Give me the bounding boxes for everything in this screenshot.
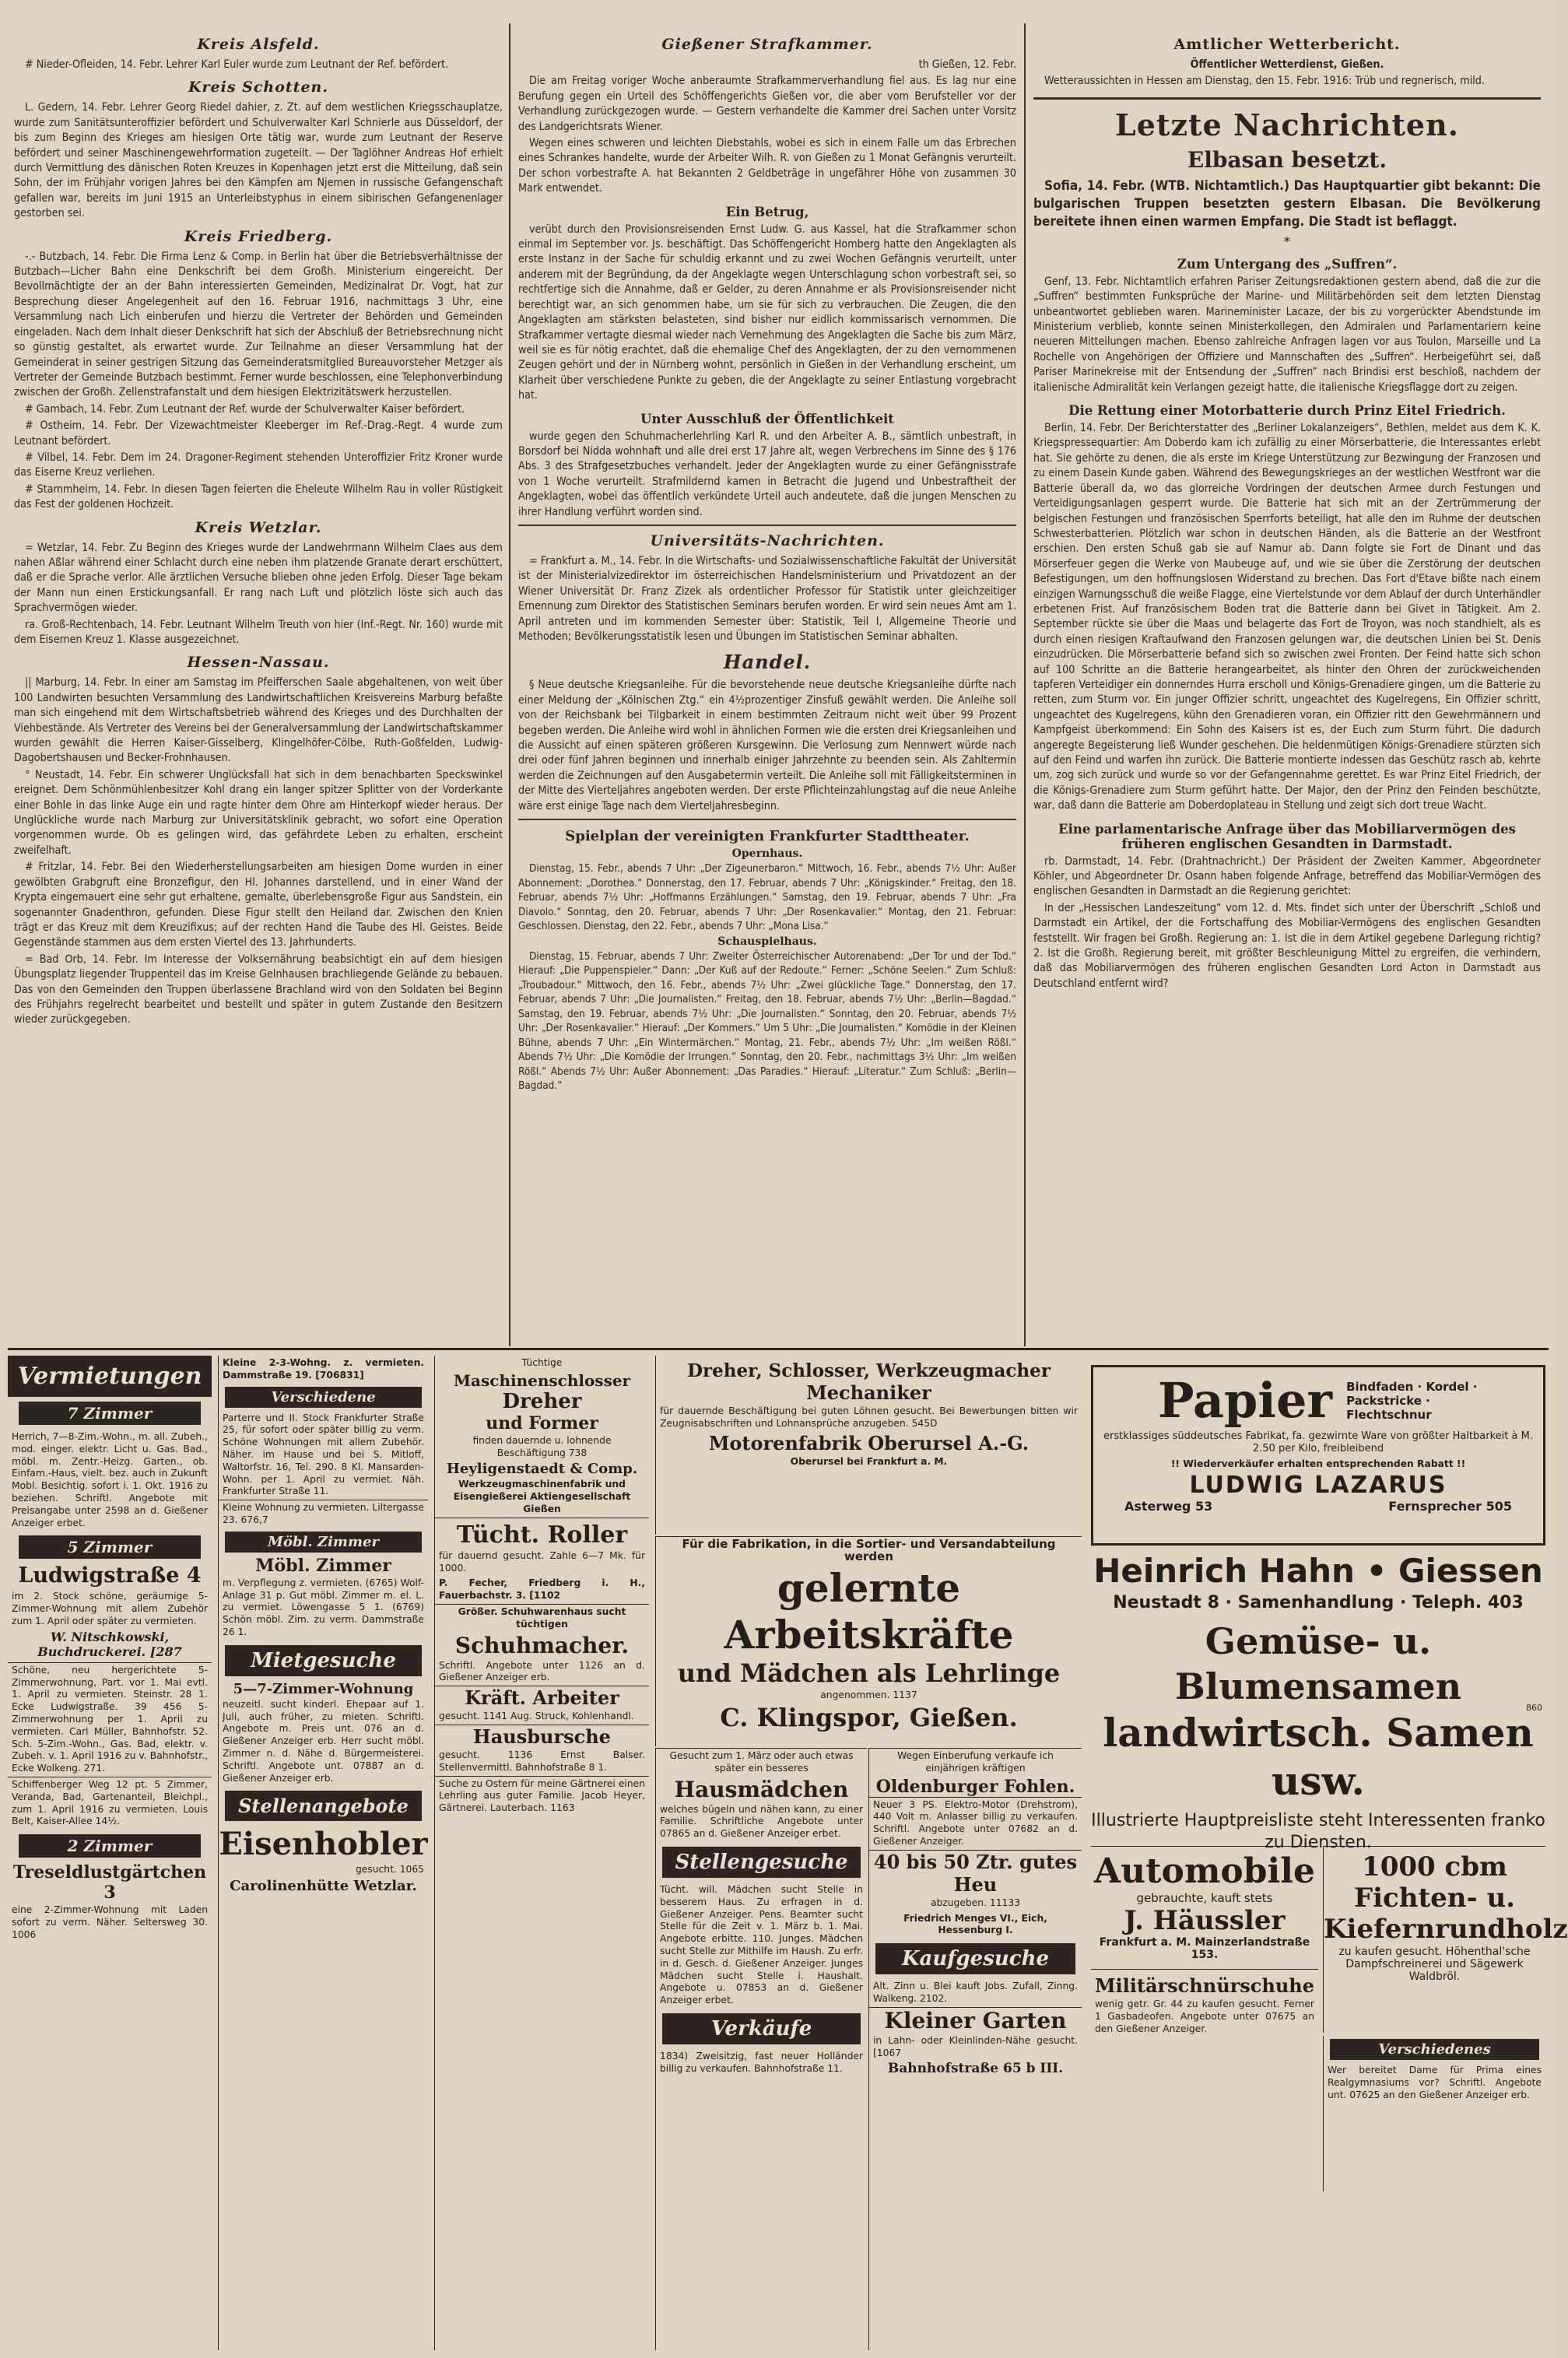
category-header: Kaufgesuche [875, 1943, 1075, 1974]
column-rule [1024, 23, 1026, 1346]
ad-text: 1834) Zweisitzig, fast neuer Holländer billig zu verkaufen. Bahnhofstraße 11. [660, 2050, 863, 2074]
category-header: 2 Zimmer [19, 1834, 201, 1858]
ad-advertiser: LUDWIG LAZARUS [1189, 1472, 1447, 1500]
ad-text: gesucht. 1065 [355, 1864, 424, 1876]
ad-headline: Dreher [502, 1389, 582, 1413]
ad-holz [1323, 1846, 1568, 2033]
ad-advertiser: Heyligenstaedt & Comp. [446, 1461, 638, 1478]
ad-headline: Maschinenschlosser [453, 1370, 631, 1390]
ad-headline: und Former [486, 1412, 598, 1433]
lazarus-contact [1093, 1499, 1543, 1514]
ad-headline: Kräft. Arbeiter [435, 1686, 649, 1709]
section-title: Amtlicher Wetterbericht. [1173, 36, 1401, 53]
ad-text: Illustrierte Hauptpreisliste steht Interessenten franko zu Diensten. [1091, 1811, 1545, 1852]
section-title: Kreis Schotten. [188, 79, 328, 96]
ad-address: Asterweg 53 [1124, 1499, 1213, 1514]
ad-headline: 1000 cbm Fichten- u. Kiefernrundholz [1324, 1851, 1568, 1945]
ad-headline: Militärschnürschuhe [1091, 1969, 1318, 1997]
ad-text: für dauernde Beschäftigung bei guten Löhnen gesucht. Bei Bewerbungen bitten wir Zeugnisabschriften und Lohnansprüche anzugeben. 545D [660, 1405, 1078, 1429]
ad-text: neuzeitl. sucht kinderl. Ehepaar auf 1. Juli, auch früher, zu mieten. Schriftl. Angebote m. Preis unt. 076 an d. Gießener Anzeiger erb. Herr sucht möbl. Zimmer n. d. Nähe d. Bürgermeisterei. Schriftl. Angebote unt. 07887 an d. Gießener Anzeiger erb. [223, 1698, 424, 1784]
column-local-news [14, 30, 503, 1030]
divider [518, 819, 1016, 820]
ad-text: Bindfaden · Kordel · Packstricke · Flechtschnur [1346, 1379, 1478, 1422]
ad-text: !! Wiederverkäufer erhalten entsprechenden Rabatt !! [1170, 1458, 1466, 1469]
category-header: Möbl. Zimmer [225, 1532, 422, 1553]
article-paragraph: rb. Darmstadt, 14. Febr. (Drahtnachricht.) Der Präsident der Zweiten Kammer, Abgeordneter Köhler, und Abgeordneter Dr. Osann haben folgende Anfrage, betreffend das Mobiliar-Vermögen des englischen Gesandten in Darmstadt an die Regierung gerichtet: [1033, 854, 1541, 898]
ad-column-rentals [8, 1356, 212, 2350]
ad-phone: Fernsprecher 505 [1388, 1499, 1512, 1514]
ad-text: Werkzeugmaschinenfabrik und Eisengießerei Aktiengesellschaft Gießen [453, 1479, 631, 1514]
ad-headline: Papier [1157, 1372, 1333, 1429]
category-header: Verkäufe [662, 2013, 861, 2044]
ad-headline: Dreher, Schlosser, Werkzeugmacher [687, 1360, 1051, 1381]
ad-text: wenig getr. Gr. 44 zu kaufen gesucht. Ferner 1 Gasbadeofen. Angebote unter 07675 an den Gießener Anzeiger. [1095, 1998, 1314, 2034]
ad-headline: Oldenburger Fohlen. [875, 1776, 1075, 1797]
ad-text: Parterre und II. Stock Frankfurter Straße 25, für sofort oder später billig zu verm. Schöne Wohnungen mit allem Zubehör. Näher. im Hause und bei S. Mitloff, Waltorfstr. 16, Tel. 290. 8 Kl. Mansarden-Wohn. per 1. April zu vermiet. Näh. Frankfurter Straße 11. [223, 1412, 424, 1497]
ad-headline: Hausbursche [435, 1725, 649, 1748]
ad-text: abzugeben. 11133 [930, 1897, 1021, 1908]
ad-headline: Ludwigstraße 4 [18, 1563, 202, 1588]
ad-text: Gesucht zum 1. März oder auch etwas später ein besseres [669, 1750, 854, 1774]
ad-text: eine 2-Zimmer-Wohnung mit Laden sofort zu verm. Näher. Seltersweg 30. 1006 [12, 1904, 208, 1940]
article-paragraph: ra. Groß-Rechtenbach, 14. Febr. Leutnant Wilhelm Treuth von hier (Inf.-Regt. Nr. 160) wurde mit dem Eisernen Kreuz 1. Klasse ausgezeichnet. [14, 618, 503, 646]
ad-text: Wegen Einberufung verkaufe ich einjährigen kräftigen [897, 1750, 1054, 1774]
separator-star: * [1284, 233, 1290, 249]
article-paragraph: verübt durch den Provisionsreisenden Ernst Ludw. G. aus Kassel, hat die Strafkammer schon einmal im September vor. Js. beschäftigt. Das Schöffengericht Homberg hatte den Angeklagten als erste Instanz in der Sache für schuldig erkannt und zu zwei Wochen Gefängnis verurteilt, unter anderem mit der Begründung, da der Angeklagte wegen Unterschlagung schon vorbestraft sei, so rechtfertige sich die Annahme, daß er Gelder, zu deren Annahme er als Provisionsreisender nicht berechtigt war, an sich genommen habe, um sie für sich zu verbrauchen. Die Zeugen, die den Angeklagten am stärksten belasteten, sind bisher nur eidlich kommissarisch vernommen. Die Strafkammer vertagte diesmal wieder nach Vernehmung des Angeklagten die Sache bis zum März, weil sie es für nötig erachtet, daß die ehemalige Chef des Angeklagten, der zu den vernommenen Zeugen gehört und der in Nürnberg wohnt, persönlich in Gießen in der Verhandlung erscheint, um Klarheit über verschiedene Punkte zu geben, die der Angeklagte zu seiner Entlastung vorgebracht hat. [518, 223, 1016, 402]
subheading: Opernhaus. [731, 847, 803, 861]
ad-verschiedenes [1323, 2036, 1545, 2191]
subheading: Unter Ausschluß der Öffentlichkeit [640, 411, 894, 426]
ad-column-rooms [218, 1356, 428, 2350]
ad-headline: gelernte Arbeitskräfte [724, 1564, 1014, 1658]
ad-text: in Lahn- oder Kleinlinden-Nähe gesucht. [1067 [873, 2034, 1078, 2058]
section-title: Hessen-Nassau. [187, 654, 330, 672]
article-paragraph: # Fritzlar, 14. Febr. Bei den Wiederherstellungsarbeiten am hiesigen Dome wurden in einer gewölbten Grabgruft eine Bronzefigur, den Hl. Johannes darstellend, und in einer Wand der Krypta eingemauert eine sehr gut erhaltene, gemalte, überlebensgroße Figur aus Sandstein, ein sogenannter Gnadenthron, gefunden. Diese Figur stellt den Heiland dar. Zwischen den Knien trägt er das Kreuz mit dem Kreuzifixus; auf der rechten Hand die Taube des Hl. Geistes. Beide Gegenstände stammen aus dem ersten Viertel des 13. Jahrhunderts. [14, 861, 503, 949]
ad-headline: 40 bis 50 Ztr. gutes Heu [869, 1850, 1082, 1896]
ad-text: Tüchtige [521, 1357, 563, 1368]
ad-advertiser: Carolinenhütte Wetzlar. [230, 1878, 417, 1895]
ad-advertiser: W. Nitschkowski, Buchdruckerei. [287 [37, 1629, 182, 1659]
article-paragraph: Wetteraussichten in Hessen am Dienstag, den 15. Febr. 1916: Trüb und regnerisch, mild. [1044, 75, 1485, 88]
category-header: Verschiedene [225, 1387, 422, 1408]
ad-text: Größer. Schuhwarenhaus sucht tüchtigen [435, 1604, 649, 1633]
subheading: Öffentlicher Wetterdienst, Gießen. [1190, 58, 1384, 71]
ad-headline: Tücht. Roller [435, 1518, 649, 1549]
column-rule [509, 23, 510, 1346]
category-header: 5 Zimmer [19, 1535, 201, 1559]
article-paragraph: Genf, 13. Febr. Nichtamtlich erfahren Pariser Zeitungsredaktionen gestern abend, daß die zur die „Suffren“ bestimmten Funksprüche der Marine- und Militärbehörden seit dem letzten Dienstag unbeantwortet geblieben waren. Marineminister Lacaze, der bis zu vorgerückter Abendstunde im Ministerium verblieb, konnte seinen Ministerkollegen, den Admiralen und Parlamentariern keine neueren Mitteilungen machen. Ebenso zahlreiche Anfragen lagen vor aus Toulon, Marseille und La Rochelle von Angehörigen der Offiziere und Mannschaften des „Suffren“. Herbeigeführt sei, daß Pariser Marinekreise mit der Entsendung der „Suffren“ nach Brindisi erst beschloß, nachdem der italienische Admiralität kein Verlangen gezeigt hatte, die italienische Kriegsflagge dort zu zeigen. [1033, 275, 1541, 394]
ad-headline: Kleiner Garten [869, 2007, 1082, 2033]
ad-advertiser: C. Klingspor, Gießen. [720, 1703, 1018, 1733]
section-title: Gießener Strafkammer. [661, 36, 873, 53]
ad-text: für dauernd gesucht. Zahle 6—7 Mk. für 1000. [439, 1549, 645, 1574]
ad-headline: Automobile [1094, 1851, 1315, 1891]
ad-column-sales [868, 1748, 1082, 2350]
ad-text: Kleine 2-3-Wohng. z. vermieten. Dammstraße 19. [706831] [223, 1357, 424, 1381]
article-paragraph: wurde gegen den Schuhmacherlehrling Karl R. und den Arbeiter A. B., sämtlich unbestraft, in Borsdorf bei Nidda wohnhaft und alle drei erst 17 Jahre alt, wegen Verbrechens im Sinne des § 176 Abs. 3 des Strafgesetzbuches verhandelt. Jeder der Angeklagten wurde zu einer Gefängnisstrafe von 1 Woche verurteilt. Strafmildernd kamen in Betracht die Jugend und Unbestraftheit der Angeklagten, wobei das öffentlich verkündete Urteil auch andeutete, daß die jungen Menschen zu ihrer Handlung verführt worden sind. [518, 430, 1016, 518]
article-paragraph: ° Neustadt, 14. Febr. Ein schwerer Unglücksfall hat sich in dem benachbarten Speckswinkel ereignet. Dem Schönmühlenbesitzer Kohl drang ein langer spitzer Splitter von der Vorderkante einer Bohle in das linke Auge ein und ragte hinter dem Ohre am Hinterkopf wieder heraus. Der Unglückliche wurde nach Marburg zur Universitätsklinik gebracht, wo sofort eine Operation vorgenommen wurde. Ob es gelingen wird, das gefährdete Leben zu erhalten, erscheint zweifelhaft. [14, 768, 503, 857]
ad-headline: Möbl. Zimmer [255, 1555, 391, 1576]
article-paragraph: Sofia, 14. Febr. (WTB. Nichtamtlich.) Das Hauptquartier gibt bekannt: Die bulgarischen Truppen besetzten gestern Elbasan. Die Bevölkerung bereitete ihnen einen warmen Empfang. Die Stadt ist beflaggt. [1033, 177, 1541, 230]
ad-number: 860 [1526, 1703, 1542, 1713]
article-paragraph: # Gambach, 14. Febr. Zum Leutnant der Ref. wurde der Schulverwalter Kaiser befördert. [25, 402, 465, 416]
ad-headline: Hausmädchen [674, 1776, 849, 1802]
article-paragraph: Dienstag, 15. Februar, abends 7 Uhr: Zweiter Österreichischer Autorenabend: „Der Tor und der Tod.“ Hierauf: „Die Puppenspieler.“ Dann: „Der Kuß auf der Redoute.“ Ferner: „Schöne Seelen.“ Zum Schluß: „Troubadour.“ Mittwoch, den 16. Febr., abends 7½ Uhr: „Zwei glückliche Tage.“ Donnerstag, den 17. Februar, abends 7 Uhr: „Die Journalisten.“ Freitag, den 18. Februar, abends 7½ Uhr: „Berlin—Bagdad.“ Samstag, den 19. Februar, abends 7½ Uhr: „Die Journalisten.“ Sonntag, den 20. Februar, abends 7½ Uhr: „Der Rosenkavalier.“ Hierauf: „Der Kommers.“ Um 5 Uhr: „Die Journalisten.“ Komödie in der Kleinen Bühne, abends 7 Uhr: „Ein Wintermärchen.“ Montag, 21. Febr., abends 7½ Uhr: „Im weißen Rößl.“ Abends 7½ Uhr: „Die Komödie der Irrungen.“ Sonntag, den 20. Febr., nachmittags 3½ Uhr: „Im weißen Rößl.“ Abends 7½ Uhr: Außer Abonnement: „Das Paradies.“ Hierauf: „Literatur.“ Zum Schluß: „Berlin—Bagdad.“ [518, 949, 1016, 1093]
ad-column-jobs [434, 1356, 649, 2350]
article-paragraph: Die am Freitag voriger Woche anberaumte Strafkammerverhandlung fiel aus. Es lag nur eine Berufung gegen ein Urteil des Schöffengerichts Gießen vor, die aber vom Berufsteller vor der Verhandlung zurückgezogen wurde. — Gestern verhandelte die Kammer drei Sachen unter Vorsitz des Landgerichtsrats Wiener. [518, 75, 1016, 133]
section-title: Kreis Alsfeld. [197, 36, 320, 53]
category-header: 7 Zimmer [19, 1402, 201, 1425]
ad-subheadline: Neustadt 8 · Samenhandlung · Teleph. 403 [1113, 1593, 1524, 1612]
ad-text: Kleine Wohnung zu vermieten. Liltergasse 23. 676,7 [219, 1500, 428, 1528]
subheading: Die Rettung einer Motorbatterie durch Prinz Eitel Friedrich. [1068, 403, 1506, 419]
subheading: Schauspielhaus. [717, 935, 817, 948]
article-paragraph: = Wetzlar, 14. Febr. Zu Beginn des Krieges wurde der Landwehrmann Wilhelm Claes aus dem nahen Aßlar während einer Schlacht durch eine neben ihm platzende Granate derart erschüttert, daß er die Sprache verlor. Alle ärztlichen Versuche blieben ohne jeden Erfolg. Dieser Tage bekam der Mann nun einen Erstickungsanfall. Er rang nach Luft und plötzlich löste sich auch das Sprachvermögen wieder. [14, 541, 503, 615]
category-header: Vermietungen [8, 1356, 212, 1397]
ad-text: Schöne, neu hergerichtete 5-Zimmerwohnung, Part. vor 1. Mai evtl. 1. April zu vermieten. Steinstr. 28 1. Ecke Ludwigstraße. 39 456 5-Zimmerwohnung per 1. April zu vermieten. Carl Müller, Bahnhofstr. 52. Sch. 5-Zim.-Wohn., Gas. Bad, elektr. v. Zubeh. v. 1. April 1916 zu v. Bahnhofstr., Ecke Wolkeng. 271. [8, 1662, 212, 1777]
ad-text: erstklassiges süddeutsches Fabrikat, fa. gezwirnte Ware von größter Haltbarkeit à M. 2.50 per Kilo, freibleibend [1103, 1430, 1533, 1454]
article-paragraph: || Marburg, 14. Febr. In einer am Samstag im Pfeifferschen Saale abgehaltenen, von weit über 100 Landwirten besuchten Versammlung des Landwirtschaftlichen Kreisvereins Marburg befaßte man sich eingehend mit dem Wirtschaftsbetrieb während des Krieges und des Durchhalten der Viehbestände. Als Vertreter des Vereins bei der Generalversammlung der Landwirtschaftskammer wurden gewählt die Herren Kaiser-Gisselberg, Klingelhöfer-Cölbe, Ruth-Goßfelden, Ludwig-Dagobertshausen und Becker-Frohnhausen. [14, 676, 503, 765]
ad-text: gebrauchte, kauft stets [1136, 1891, 1273, 1905]
section-title: Handel. [723, 651, 812, 674]
section-title: Letzte Nachrichten. [1115, 107, 1459, 142]
article-paragraph: -.- Butzbach, 14. Febr. Die Firma Lenz & Comp. in Berlin hat über die Betriebsverhältnisse der Butzbach—Licher Bahn eine Denkschrift bei dem Großh. Ministerium eingereicht. Der Bevollmächtigte der an der Bahn interessierten Gemeinden, Medizinalrat Dr. Vogt, hat zur Besprechung dieser Angelegenheit auf den 16. Februar 1916, nachmittags 3 Uhr, eine Versammlung nach Lich einberufen und hierzu die Vertreter der Behörden und Gemeinden eingeladen. Nach dem Inhalt dieser Denkschrift hat sich der Abschluß der Betriebsrechnung nicht so günstig gestaltet, als erwartet wurde. Zur Teilnahme an dieser Versammlung hat der Gemeinderat in seiner gestrigen Sitzung das Gemeinderatsmitglied Bureauvorsteher Metzger als Vertreter der Gemeinde Butzbach bestimmt. Ferner wurde beschlossen, eine Telephonverbindung zwischen der Großh. Zellenstrafanstalt und dem hiesigen Elektrizitätswerk herzustellen. [14, 250, 503, 399]
article-paragraph: = Bad Orb, 14. Febr. Im Interesse der Volksernährung beabsichtigt ein auf dem hiesigen Übungsplatz liegender Truppenteil das im Kreise Gelnhausen brachliegende Gelände zu bebauen. Das von den Gemeinden den Truppen überlassene Brachland wird von den Soldaten bei Beginn des Frühjahrs regelrecht bearbeitet und bestellt und später in gutem Zustande den Besitzern wieder zurückgegeben. [14, 953, 503, 1026]
ad-text: Wer bereitet Dame für Prima eines Realgymnasiums vor? Schriftl. Angebote unt. 07625 an den Gießener Anzeiger erb. [1328, 2065, 1542, 2100]
ad-text: im 2. Stock schöne, geräumige 5-Zimmer-Wohnung mit allem Zubehör zum 1. April oder später zu vermieten. [12, 1591, 208, 1626]
section-title: Kreis Wetzlar. [195, 518, 322, 536]
ad-text: finden dauernde u. lohnende Beschäftigung 738 [472, 1434, 612, 1458]
ad-headline: Mechaniker [806, 1381, 931, 1404]
article-paragraph: Berlin, 14. Febr. Der Berichterstatter des „Berliner Lokalanzeigers“, Bethlen, meldet aus dem K. K. Kriegspressequartier: Am Doberdo kam ich zufällig zu einer Mörserbatterie, die Interessantes erlebt hat. Sie gehörte zu denen, die als erste im Kriege Unterstützung zur Bezwingung der Franzosen und zu einem Dasein Kunde gaben. Während des Bewegungskrieges an der westlichen Westfront war die Batterie überall da, wo das glorreiche Vordringen der deutschen Armee durch Festungen und Verteidigungsanlagen gesperrt wurde. Die Batterie hat sich mit an der Zertrümmerung der belgischen Festungen und französischen Sperrforts beteiligt, hat alle den im Ruhme der deutschen Schwesterbatterien. Plötzlich war schon in deutschen Händen, als die Batterie an der Westfront erschien. Den ersten Schuß gab sie auf Namur ab. Dann folgte sie Fort de Dinant und das Mörserfeuer gegen die Werke von Maubeuge auf, und wie sie über die Zerstörung der deutschen Befestigungen, um den hoffnungslosen Widerstand zu brechen. Das Fort d'Etave bißte nach einem einzigen Warnungsschuß die weiße Flagge, eine Viertelstunde vor dem Ablauf der durch Unterhändler erbetenen Frist. Auf französischem Boden trat die Batterie dann bei Givet in Tätigkeit. Am 2. September rückte sie über die Maas und belagerte das Fort de Troyon, was noch standhielt, als es durch einen riesigen Kraftaufwand den Franzosen gelungen war, die deutschen Linien bei St. Denis einzudrücken. Die Mörserbatterie befand sich so zwischen zwei Fronten. Der Feind hatte sich schon auf 100 Schritte an die Batterie herangearbeitet, als hinter den Ohren der zurückweichenden tapferen Verteidiger ein donnerndes Hurra erscholl und Königs-Grenadiere gingen, um die Batterie zu retten, zum Sturm vor. Ein junger Offizier schritt, ungeachtet des Kugelregens, Ein Offizier schritt, ungeachtet des Kugelregens, kühn den Grenadieren voran, ein Offizier ritt den Gewehrmännern und Kampfgeist überkommend: Ein Sohn des Kaisers ist es, der Euch zum Sturm führt. Die dadurch angeregte Begeisterung ließ Wunder geschehen. Die heldenmütigen Königs-Grenadiere stürzten sich auf den Feind und warfen ihn zurück. Die Batterie montierte indessen das Geschütz rasch ab, kehrte um, zog sich zurück und wurde so vor der Gefangennahme gerettet. Es war Prinz Eitel Friedrich, der die Königs-Grenadiere zum Sturm geführt hatte. Der Major, den der Prinz den Feinden beschützte, war, daß dann die Batterie am Doberdoplateau in Stellung und zeigt sich dort treue Wacht. [1033, 422, 1541, 812]
ad-klingspor [655, 1536, 1082, 1746]
dateline: th Gießen, 12. Febr. [918, 58, 1016, 71]
subheading: Ein Betrug, [725, 204, 809, 219]
ad-address: Frankfurt a. M. Mainzerlandstraße 153. [1099, 1936, 1310, 1961]
article-paragraph: L. Gedern, 14. Febr. Lehrer Georg Riedel dahier, z. Zt. auf dem westlichen Kriegsschauplatze, wurde zum Sanitätsunteroffizier befördert und Schulverwalter Karl Schnierle aus Düsseldorf, der bis zum Beginn des Krieges am hiesigen Orte tätig war, wurde zum Leutnant der Reserve befördert und seiner Maschinengewehrformation zugeteilt. — Der Taglöhner Andreas Hof erhielt durch Vermittlung des dänischen Roten Kreuzes in Kopenhagen jetzt erst die Mitteilung, daß sein Sohn, der im Frühjahr vorigen Jahres bei den Kämpfen am Njemen in russische Gefangenschaft gefallen war, bereits im Juni 1915 an Unterleibstyphus in einem sibirischen Gefangenenlager gestorben sei. [14, 101, 503, 220]
ad-text: Tücht. will. Mädchen sucht Stelle in besserem Haus. Zu erfragen in d. Gießener Anzeiger. Pens. Beamter sucht Stelle für die Zeit v. 1. März b. 1. Mai. Angebote erbitte. 110. Junges. Mädchen sucht Stelle zur Mithilfe im Haush. Zu erfr. in d. Gesch. d. Gießener Anzeiger. Junges Mädchen sucht Stelle i. Haushalt. Angebote u. 07853 an d. Gießener Anzeiger erbet. [660, 1883, 863, 2006]
ad-text: zu kaufen gesucht. Höhenthal'sche Dampfschreinerei und Sägewerk Waldbröl. [1338, 1946, 1531, 1983]
subheading: Eine parlamentarische Anfrage über das Mobiliarvermögen des früheren englischen Gesandten in Darmstadt. [1058, 821, 1516, 851]
ad-headline: landwirtsch. Samen usw. [1103, 1710, 1534, 1804]
ad-text: Alt. Zinn u. Blei kauft Jobs. Zufall, Zinng. Walkeng. 2102. [873, 1981, 1078, 2004]
ad-text: welches bügeln und nähen kann, zu einer Familie. Schriftliche Angebote unter 07865 an d. Gießener Anzeiger erbet. [660, 1803, 863, 1840]
article-paragraph: # Ostheim, 14. Febr. Der Vizewachtmeister Kleeberger im Ref.-Drag.-Regt. 4 wurde zum Leutnant befördert. [14, 419, 503, 447]
ad-headline: Treseldlustgärtchen 3 [12, 1862, 207, 1904]
ad-headline: Schuhmacher. [454, 1632, 630, 1658]
ad-text: Suche zu Ostern für meine Gärtnerei einen Lehrling aus guter Familie. Jacob Heyer, Gärtnerei. Lauterbach. 1163 [435, 1776, 649, 1816]
section-title: Universitäts-Nachrichten. [650, 532, 885, 549]
column-court-and-culture [518, 30, 1016, 1095]
ad-headline: Eisenhobler [219, 1826, 428, 1863]
article-paragraph: # Stammheim, 14. Febr. In diesen Tagen feierten die Eheleute Wilhelm Rau in voller Rüstigkeit das Fest der goldenen Hochzeit. [14, 482, 503, 511]
ad-automobile [1091, 1846, 1318, 2103]
ad-text: Herrich, 7—8-Zim.-Wohn., m. all. Zubeh., mod. einger. elektr. Licht u. Gas. Bad., möbl. m. Zentr.-Heizg. Garten., ob. Einfam.-Haus, vielt. bez. auch in Zukunft Mobl. Besichtig. sofort i. 1. Okt. 1916 zu beziehen. Schriftl. Angebote mit Preisangabe unter 2598 an d. Gießener Anzeiger erbet. [12, 1431, 209, 1528]
ad-text: Neuer 3 PS. Elektro-Motor (Drehstrom), 440 Volt m. Anlasser billig zu verkaufen. Schriftl. Angebote unter 07682 an d. Gießener Anzeiger. [869, 1797, 1082, 1850]
papier-header [1093, 1372, 1543, 1429]
headline: Elbasan besetzt. [1187, 146, 1387, 173]
ad-column-housekeeping [655, 1748, 867, 2350]
article-paragraph: = Frankfurt a. M., 14. Febr. In die Wirtschafts- und Sozialwissenschaftliche Fakultät der Universität ist der Ministerialvizedirektor im österreichischen Handelsministerium und Privatdozent an der Wiener Universität Dr. Franz Zizek als ordentlicher Professor für Statistik unter gleichzeitiger Ernennung zum Direktor des Statistischen Seminars berufen worden. Er wird sein neues Amt am 1. April antreten und im kommenden Semester über: Statistik, Teil I, Allgemeine Theorie und Methoden; Bevölkerungsstatistik lesen und Übungen im Statistischen Seminar abhalten. [518, 554, 1016, 643]
article-paragraph: # Vilbel, 14. Febr. Dem im 24. Dragoner-Regiment stehenden Unteroffizier Fritz Kroner wurde das Eiserne Kreuz verliehen. [14, 451, 503, 479]
category-header: Stellengesuche [662, 1847, 861, 1878]
article-paragraph: # Nieder-Ofleiden, 14. Febr. Lehrer Karl Euler wurde zum Leutnant der Ref. befördert. [25, 58, 449, 71]
ad-motorenfabrik [655, 1356, 1082, 1535]
ad-advertiser: P. Fecher, Friedberg i. H., Fauerbachstr. 3. [1102 [439, 1577, 645, 1602]
ad-advertiser: Friedrich Menges VI., Eich, Hessenburg I. [903, 1912, 1047, 1936]
ad-headline: 5—7-Zimmer-Wohnung [233, 1680, 414, 1697]
section-title: Kreis Friedberg. [184, 227, 333, 245]
divider [1033, 97, 1541, 100]
category-header: Mietgesuche [225, 1645, 422, 1676]
ads-divider [8, 1348, 1549, 1350]
subheading: Zum Untergang des „Suffren“. [1177, 256, 1398, 272]
ad-headline: Gemüse- u. Blumensamen [1174, 1620, 1462, 1707]
ad-papier-lazarus [1091, 1365, 1545, 1546]
ad-text: angenommen. 1137 [820, 1689, 917, 1700]
ad-text: gesucht. 1136 Ernst Balser. Stellenvermittl. Bahnhofstraße 8 1. [439, 1749, 645, 1773]
ad-hahn-samen [1091, 1552, 1545, 1852]
category-header: Stellenangebote [225, 1791, 422, 1821]
ad-text: Schriftl. Angebote unter 1126 an d. Gießener Anzeiger erb. [439, 1659, 645, 1683]
ad-headline: Heinrich Hahn • Giessen [1093, 1552, 1543, 1590]
ad-advertiser: J. Häussler [1124, 1905, 1286, 1936]
divider [518, 525, 1016, 526]
ad-advertiser: Motorenfabrik Oberursel A.-G. [708, 1431, 1030, 1454]
article-paragraph: In der „Hessischen Landeszeitung“ vom 12. d. Mts. findet sich unter der Überschrift „Schloß und Darmstadt ein Artikel, der die Fortschaffung des Mobiliar-Vermögens des englischen Gesandten feststellt. Wir fragen bei Großh. Regierung an: 1. Ist die in dem Artikel gegebene Darlegung richtig? 2. Ist die Großh. Regierung bereit, mit größter Beschleunigung Mittel zu ergreifen, die verhindern, daß das Mobiliarvermögen des früheren englischen Gesandten Lord Acton in Darmstadt aus Deutschland entfernt wird? [1033, 901, 1541, 990]
column-latest-news [1033, 30, 1541, 993]
ad-headline: und Mädchen als Lehrlinge [677, 1658, 1061, 1688]
article-paragraph: Dienstag, 15. Febr., abends 7 Uhr: „Der Zigeunerbaron.“ Mittwoch, 16. Febr., abends 7½ Uhr: Außer Abonnement: „Dorothea.“ Donnerstag, den 17. Februar, abends 7 Uhr: „Königskinder.“ Freitag, den 18. Februar, abends 7½ Uhr: „Hoffmanns Erzählungen.“ Samstag, den 19. Februar, abends 7 Uhr: „Fra Diavolo.“ Sonntag, den 20. Februar, abends 7 Uhr: „Der Rosenkavalier.“ Montag, den 21. Februar: Geschlossen. Dienstag, den 22. Febr., abends 7 Uhr: „Mona Lisa.“ [518, 862, 1016, 933]
ad-text: Für die Fabrikation, in die Sortier- und Versandabteilung werden [682, 1537, 1056, 1563]
ad-text: Oberursel bei Frankfurt a. M. [790, 1455, 948, 1467]
ad-text: m. Verpflegung z. vermieten. (6765) Wolf-Anlage 31 p. Gut möbl. Zimmer m. el. L. zu vermiet. Löwengasse 5 1. (6769) Schön möbl. Zim. zu verm. Dammstraße 26 1. [223, 1577, 424, 1637]
article-paragraph: § Neue deutsche Kriegsanleihe. Für die bevorstehende neue deutsche Kriegsanleihe dürfte nach einer Meldung der „Kölnischen Ztg.“ ein 4½prozentiger Zinsfuß gewählt werden. Die Anleihe soll von der Reichsbank bei Tilgbarkeit in einem bestimmten Zeitraum nicht weit über 99 Prozent begeben werden. Die Anleihe wird wohl in ähnlichen Formen wie die ersten drei Kriegsanleihen und die Aussicht auf einen späteren größeren Kursgewinn. Die Verlosung zum Nennwert würde nach drei oder fünf Jahren beginnen und innerhalb einiger Jahrzehnte zu beenden sein. Als Zahltermin werden die Zeichnungen auf den Ausgabetermin verteilt. Die Anleihe soll mit Fälligkeitsterminen in der Mitte des Vierteljahres angeboten werden. Der erste Pflichteinzahlungstag auf die neue Anleihe wäre erst einige Tage nach dem Vierteljahresbeginn. [518, 679, 1016, 812]
ad-text: gesucht. 1141 Aug. Struck, Kohlenhandl. [439, 1711, 634, 1722]
classified-ads [8, 1356, 1568, 2350]
ad-text: Schiffenberger Weg 12 pt. 5 Zimmer, Veranda, Bad, Gartenanteil, Bleichpl., zum 1. April 1916 zu vermieten. Louis Belt, Kaiser-Allee 14½. [8, 1777, 212, 1830]
article-paragraph: Wegen eines schweren und leichten Diebstahls, wobei es sich in einem Falle um das Erbrechen eines Schrankes handelte, wurde der Arbeiter Wilh. R. von Gießen zu 1 Monat Gefängnis verurteilt. Der schon vorbestrafte A. hat Bekannten 2 Geldbeträge in ungefährer Höhe von zusammen 30 Mark entwendet. [518, 137, 1016, 195]
ad-advertiser: Bahnhofstraße 65 b III. [887, 2061, 1064, 2077]
subheading: Spielplan der vereinigten Frankfurter Stadttheater. [565, 828, 970, 845]
category-header: Verschiedenes [1330, 2039, 1539, 2060]
